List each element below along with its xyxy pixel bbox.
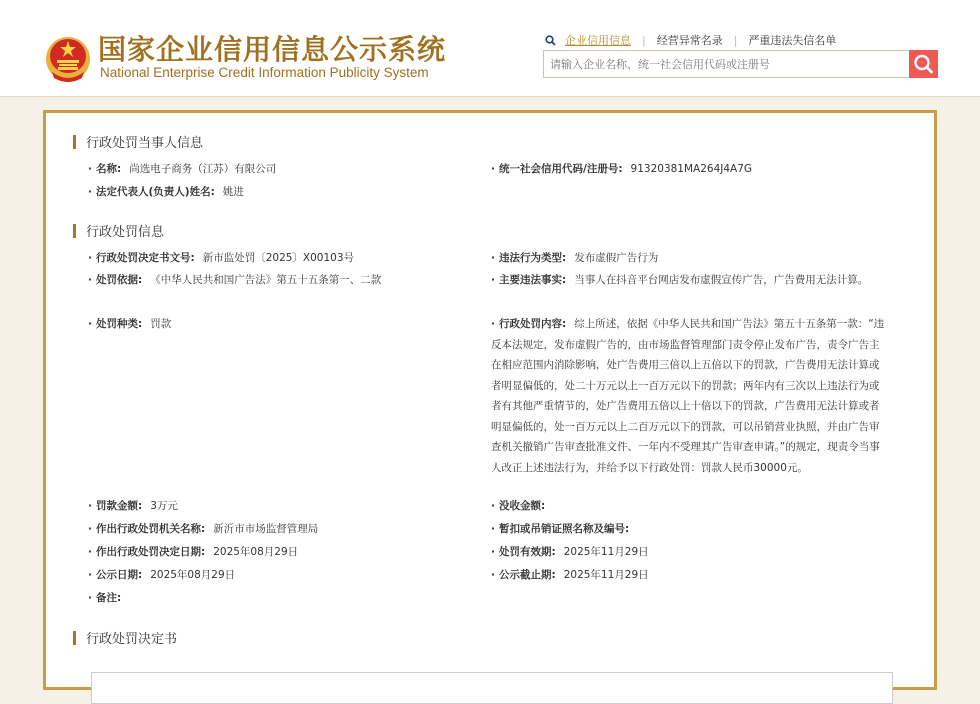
field-label: 作出行政处罚决定日期: bbox=[96, 546, 206, 558]
field-remark: · 备注: bbox=[88, 592, 122, 604]
site-header bbox=[0, 0, 980, 97]
field-value: 当事人在抖音平台网店发布虚假宣传广告，广告费用无法计算。 bbox=[574, 274, 869, 286]
section-decision-doc bbox=[73, 628, 177, 647]
nav-abnormal-list[interactable]: 经营异常名录 bbox=[656, 34, 723, 47]
field-kind: · 处罚种类: 罚款 bbox=[88, 318, 172, 330]
section-title-text: 行政处罚决定书 bbox=[86, 632, 178, 647]
field-value: 尚选电子商务（江苏）有限公司 bbox=[129, 163, 277, 175]
field-basis: · 处罚依据: 《中华人民共和国广告法》第五十五条第一、二款 bbox=[88, 274, 382, 286]
field-label: 名称: bbox=[96, 163, 122, 175]
field-value: 《中华人民共和国广告法》第五十五条第一、二款 bbox=[150, 274, 382, 286]
section-marker bbox=[73, 135, 76, 149]
field-value: 姚进 bbox=[222, 186, 244, 198]
field-value: 3万元 bbox=[150, 500, 178, 512]
field-facts: · 主要违法事实: 当事人在抖音平台网店发布虚假宣传广告，广告费用无法计算。 bbox=[491, 274, 869, 286]
field-amount: · 罚款金额: 3万元 bbox=[88, 500, 178, 512]
field-decision-date: · 作出行政处罚决定日期: 2025年08月29日 bbox=[88, 546, 299, 558]
field-confiscated: · 没收金额: bbox=[491, 500, 546, 512]
field-label: 罚款金额: bbox=[96, 500, 143, 512]
nav-separator: | bbox=[733, 33, 738, 47]
field-publish-date: · 公示日期: 2025年08月29日 bbox=[88, 569, 236, 581]
field-violation-type: · 违法行为类型: 发布虚假广告行为 bbox=[491, 252, 659, 264]
field-value: 2025年08月29日 bbox=[150, 569, 236, 581]
field-value: 新沂市市场监督管理局 bbox=[213, 523, 319, 535]
field-credit-code: · 统一社会信用代码/注册号: 91320381MA264J4A7G bbox=[491, 163, 753, 175]
field-label: 行政处罚决定书文号: bbox=[96, 252, 195, 264]
field-value: 2025年11月29日 bbox=[563, 569, 649, 581]
search-input[interactable] bbox=[544, 51, 906, 77]
field-value: 综上所述，依据《中华人民共和国广告法》第五十五条第一款：“违反本法规定，发布虚假广告的，由市场监督管理部门责令停止发布广告，责令广告主在相应范围内消除影响，处广告费用三倍以上五倍以下的罚款，广告费用无法计算或者明显偏低的，处二十万元以上一百万元以下的罚款；两年内有三次以上违法行为或者有其他严重情节的，处广告费用五倍以上十倍以下的罚款，广告费用无法计算或者明显偏低的，处一百万元以上二百万元以下的罚款，可以吊销营业执照，并由广告审查机关撤销广告审查批准文件、一年内不受理其广告审查申请。”的规定，现责令当事人改正上述违法行为，并给予以下行政处罚：罚款人民币30000元。 bbox=[491, 318, 885, 474]
field-publish-end: · 公示截止期: 2025年11月29日 bbox=[491, 569, 649, 581]
field-label: 公示日期: bbox=[96, 569, 143, 581]
section-penalty-info bbox=[73, 221, 164, 240]
section-title-text: 行政处罚当事人信息 bbox=[86, 136, 204, 151]
field-value: 发布虚假广告行为 bbox=[574, 252, 659, 264]
section-party-info bbox=[73, 132, 203, 151]
site-title-cn: 国家企业信用信息公示系统 bbox=[98, 33, 447, 66]
section-title-text: 行政处罚信息 bbox=[86, 225, 165, 240]
search-button[interactable] bbox=[909, 50, 938, 78]
detail-panel bbox=[43, 110, 937, 690]
field-content: · 行政处罚内容: 综上所述，依据《中华人民共和国广告法》第五十五条第一款：“违反本法规定，发布虚假广告的，由市场监督管理部门责令停止发布广告，责令广告主在相应范围内消除影响，处广告费用三倍以上五倍以下的罚款，广告费用无法计算或者明显偏低的，处二十万元以上一百万元以下的罚款；两年内有三次以上违法行为或者有其他严重情节的，处广告费用五倍以上十倍以下的罚款，广告费用无法计算或者明显偏低的，处一百万元以上二百万元以下的罚款，可以吊销营业执照，并由广告审查机关撤销广告审查批准文件、一年内不受理其广告审查申请。”的规定，现责令当事人改正上述违法行为，并给予以下行政处罚：罚款人民币30000元。 bbox=[491, 318, 885, 474]
field-label: 处罚依据: bbox=[96, 274, 143, 286]
field-label: 备注: bbox=[96, 592, 122, 604]
field-label: 没收金额: bbox=[499, 500, 546, 512]
field-license: · 暂扣或吊销证照名称及编号: bbox=[491, 523, 630, 535]
field-label: 法定代表人(负责人)姓名: bbox=[96, 186, 215, 198]
field-label: 公示截止期: bbox=[499, 569, 556, 581]
field-label: 暂扣或吊销证照名称及编号: bbox=[499, 523, 630, 535]
field-name: · 名称: 尚选电子商务（江苏）有限公司 bbox=[88, 163, 277, 175]
nav-serious-violation-list[interactable]: 严重违法失信名单 bbox=[748, 34, 837, 47]
field-value: 新市监处罚〔2025〕X00103号 bbox=[202, 252, 355, 264]
field-value: 2025年08月29日 bbox=[213, 546, 299, 558]
nav-separator: | bbox=[642, 33, 646, 47]
field-validity: · 处罚有效期: 2025年11月29日 bbox=[491, 546, 649, 558]
magnifier-icon bbox=[909, 50, 938, 78]
section-marker bbox=[73, 224, 76, 238]
field-value: 罚款 bbox=[150, 318, 172, 330]
search-icon bbox=[545, 35, 556, 46]
national-emblem-icon[interactable] bbox=[44, 32, 92, 82]
search-box bbox=[543, 50, 938, 78]
field-label: 主要违法事实: bbox=[499, 274, 567, 286]
section-marker bbox=[73, 631, 76, 645]
field-authority: · 作出行政处罚机关名称: 新沂市市场监督管理局 bbox=[88, 523, 319, 535]
field-label: 违法行为类型: bbox=[499, 252, 567, 264]
site-title-en: National Enterprise Credit Information Publicity System bbox=[100, 65, 429, 80]
field-label: 处罚有效期: bbox=[499, 546, 556, 558]
field-value: 2025年11月29日 bbox=[563, 546, 649, 558]
field-label: 作出行政处罚机关名称: bbox=[96, 523, 206, 535]
field-label: 统一社会信用代码/注册号: bbox=[499, 163, 623, 175]
field-value: 91320381MA264J4A7G bbox=[630, 163, 753, 175]
top-nav bbox=[545, 32, 836, 48]
nav-enterprise-credit[interactable]: 企业信用信息 bbox=[565, 34, 631, 47]
field-doc-no: · 行政处罚决定书文号: 新市监处罚〔2025〕X00103号 bbox=[88, 252, 355, 264]
field-legal-rep: · 法定代表人(负责人)姓名: 姚进 bbox=[88, 186, 244, 198]
field-label: 处罚种类: bbox=[96, 318, 143, 330]
field-label: 行政处罚内容: bbox=[499, 318, 567, 330]
